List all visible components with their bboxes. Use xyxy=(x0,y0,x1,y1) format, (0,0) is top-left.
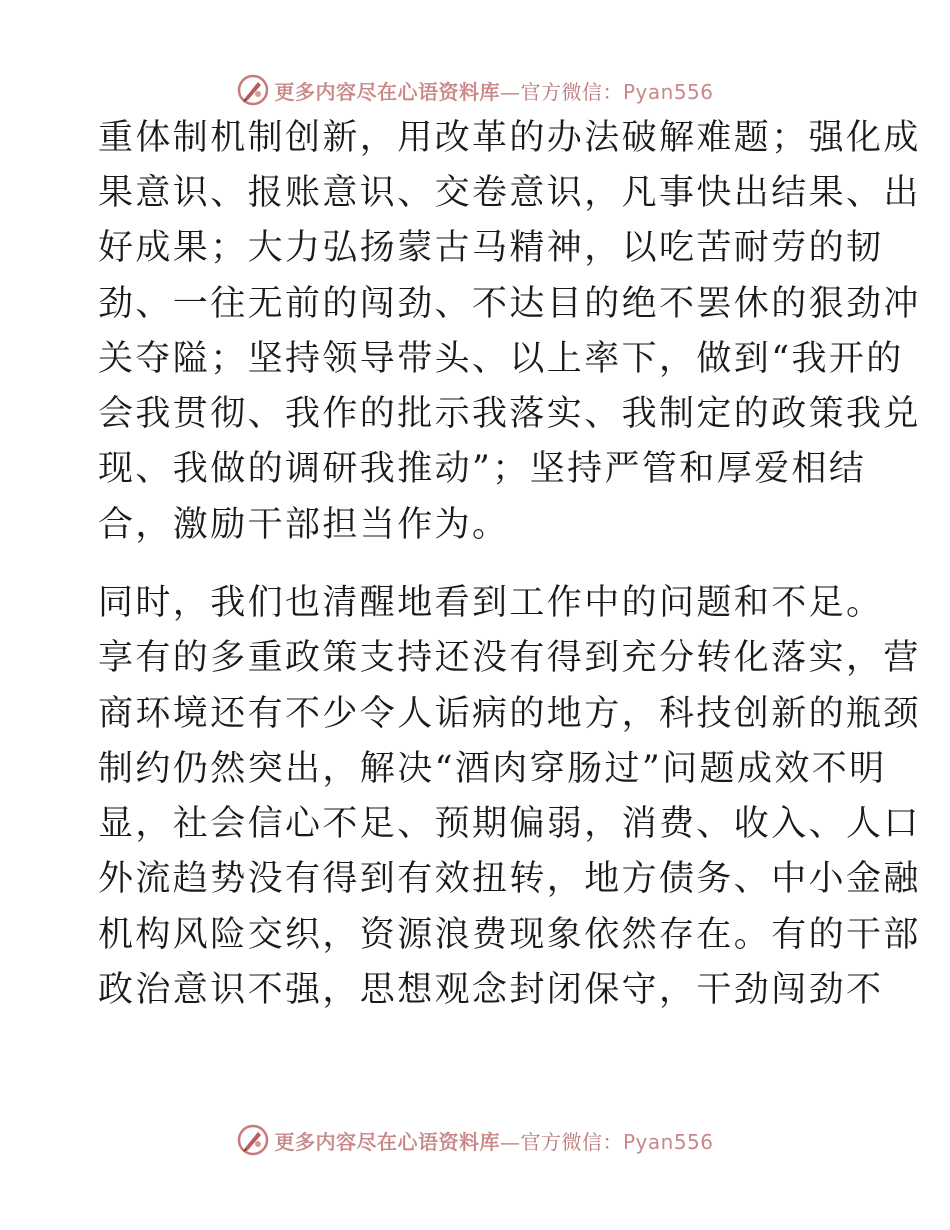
body-line: 同时，我们也清醒地看到工作中的问题和不足。 xyxy=(98,583,884,623)
body-line: 果意识、报账意识、交卷意识，凡事快出结果、出 xyxy=(98,173,921,213)
header-brand: 更多内容尽在心语资料库 xyxy=(274,79,500,104)
body-line: 机构风险交织，资源浪费现象依然存在。有的干部 xyxy=(98,915,921,955)
footer-dash: — xyxy=(499,1129,521,1154)
body-line: 好成果；大力弘扬蒙古马精神，以吃苦耐劳的韧 xyxy=(98,228,884,268)
body-line: 现、我做的调研我推动”；坚持严管和厚爱相结 xyxy=(98,449,867,489)
footer-brand: 更多内容尽在心语资料库 xyxy=(274,1129,500,1154)
header-wechat-id: Pyan556 xyxy=(622,79,714,104)
body-line: 会我贯彻、我作的批示我落实、我制定的政策我兑 xyxy=(98,394,921,434)
body-line: 显，社会信心不足、预期偏弱，消费、收入、人口 xyxy=(98,804,921,844)
body-line: 重体制机制创新，用改革的办法破解难题；强化成 xyxy=(98,118,921,158)
body-line: 享有的多重政策支持还没有得到充分转化落实，营 xyxy=(98,638,921,678)
body-line: 制约仍然突出，解决“酒肉穿肠过”问题成效不明 xyxy=(98,749,887,789)
body-line: 关夺隘；坚持领导带头、以上率下，做到“我开的 xyxy=(98,339,904,379)
body-line: 外流趋势没有得到有效扭转，地方债务、中小金融 xyxy=(98,859,921,899)
footer-wechat-label: 官方微信： xyxy=(520,1129,623,1154)
body-line: 商环境还有不少令人诟病的地方，科技创新的瓶颈 xyxy=(98,694,921,734)
footer-wechat-id: Pyan556 xyxy=(622,1129,714,1154)
header-dash: — xyxy=(499,79,521,104)
header-wechat-label: 官方微信： xyxy=(520,79,623,104)
header-banner xyxy=(0,70,950,110)
footer-banner xyxy=(0,1120,950,1160)
footer-banner-text xyxy=(274,1126,713,1155)
body-line: 政治意识不强，思想观念封闭保守，干劲闯劲不 xyxy=(98,970,884,1010)
quill-logo-icon xyxy=(236,73,270,107)
body-line: 合，激励干部担当作为。 xyxy=(98,505,510,545)
body-line: 劲、一往无前的闯劲、不达目的绝不罢休的狠劲冲 xyxy=(98,284,921,324)
header-banner-text xyxy=(274,76,713,105)
quill-logo-icon xyxy=(236,1123,270,1157)
